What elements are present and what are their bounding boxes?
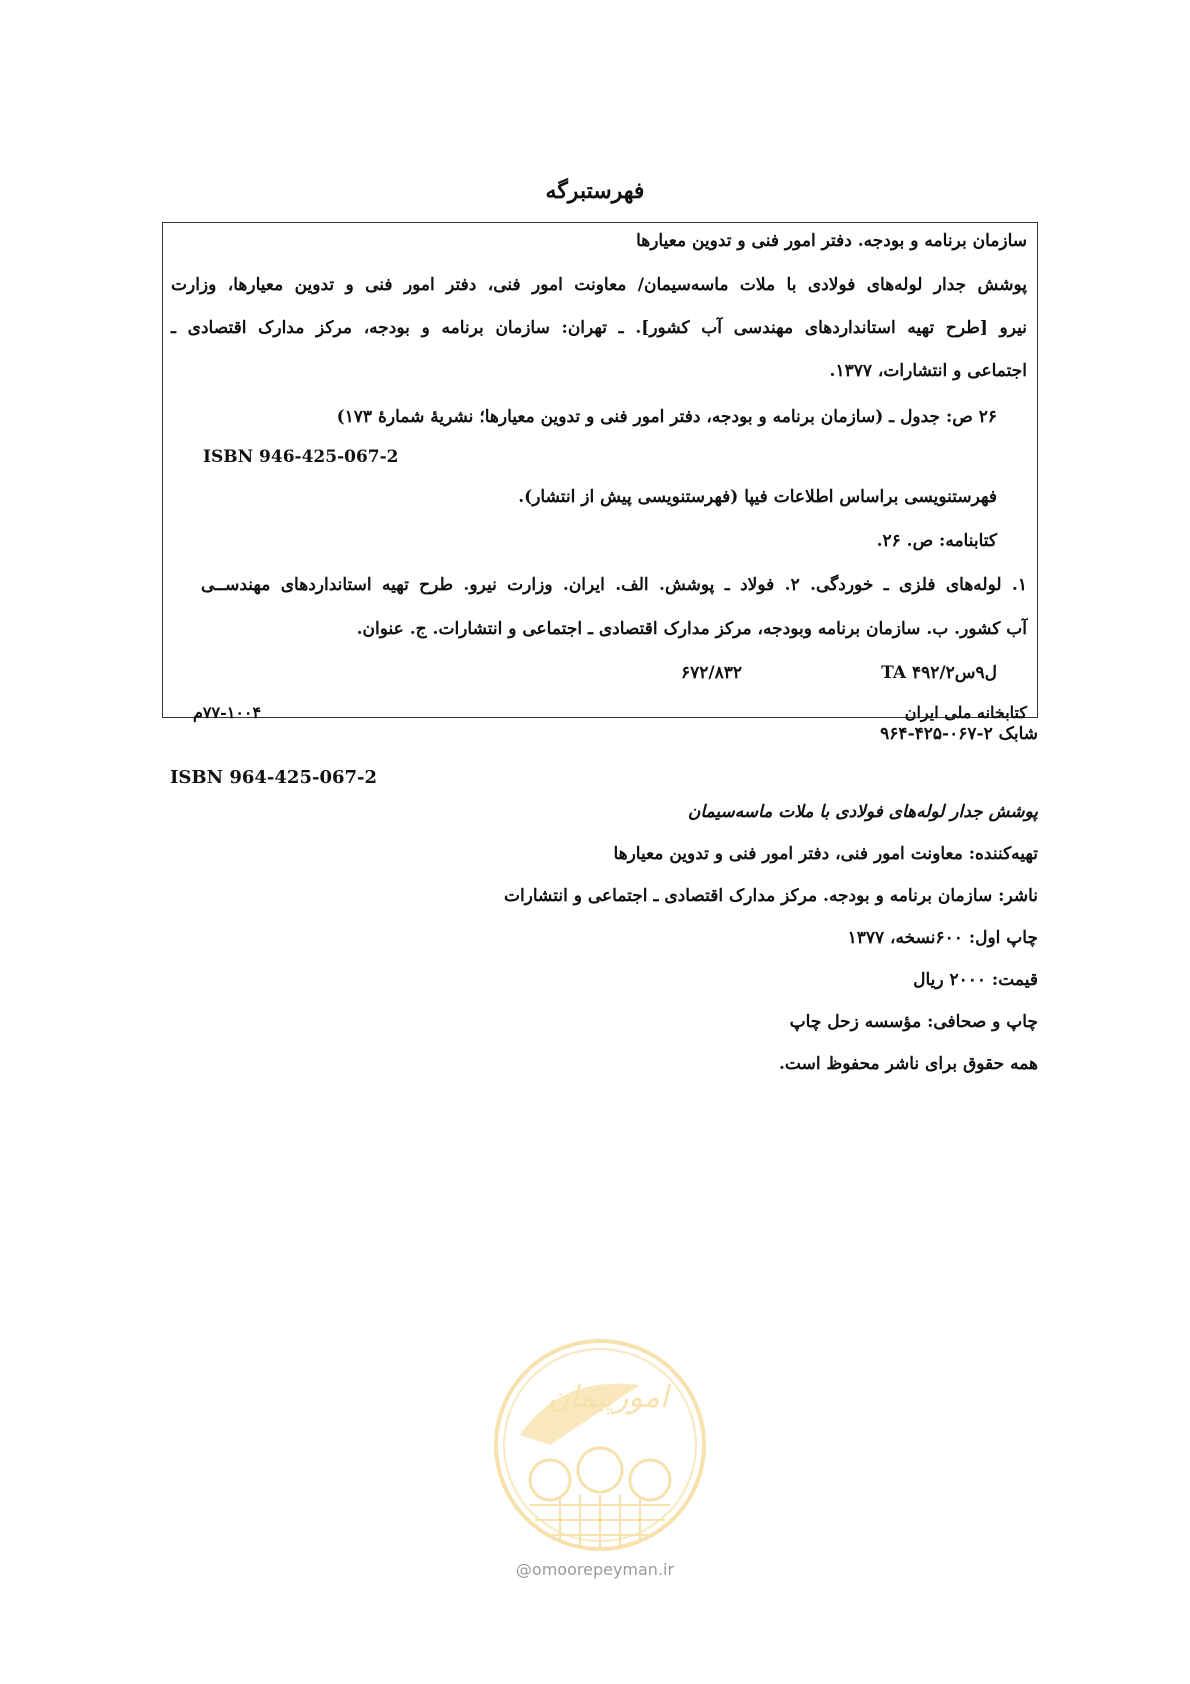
- cip-subjects-line: ۱. لوله‌های فلزی ـ خوردگی. ۲. فولاد ـ پوشش. الف. ایران. وزارت نیرو. طرح تهیه استانداردهای مهندســی: [201, 575, 1027, 595]
- book-title: پوشش جدار لوله‌های فولادی با ملات ماسه‌سیمان: [687, 802, 1038, 822]
- cip-subjects-end-line: آب کشور. ب. سازمان برنامه وبودجه، مرکز مدارک اقتصادی ـ اجتماعی و انتشارات. ج. عنوان.: [356, 619, 1027, 639]
- page-title: فهرستبرگه: [545, 178, 645, 204]
- cip-bibliography-line: کتابنامه: ص. ۲۶.: [876, 531, 997, 551]
- cip-title-line: پوشش جدار لوله‌های فولادی با ملات ماسه‌سیمان/ معاونت امور فنی، دفتر امور فنی و تدوین معیارها، وزارت: [171, 275, 1027, 295]
- shabak-line: شابک ۲-۰۶۷-۴۲۵-۹۶۴: [880, 724, 1038, 744]
- cip-library: کتابخانه ملی ایران: [904, 703, 1027, 722]
- watermark-logo-icon: [490, 1335, 710, 1555]
- edition-line: چاپ اول: ۶۰۰نسخه، ۱۳۷۷: [847, 928, 1038, 948]
- publisher-line: ناشر: سازمان برنامه و بودجه. مرکز مدارک اقتصادی ـ اجتماعی و انتشارات: [503, 886, 1038, 906]
- cip-isbn: ISBN 946-425-067-2: [203, 447, 399, 467]
- printing-line: چاپ و صحافی: مؤسسه زحل چاپ: [789, 1012, 1038, 1032]
- cip-imprint-line: نیرو [طرح تهیه استانداردهای مهندسی آب کشور]. ـ تهران: سازمان برنامه و بودجه، مرکز مدارک اقتصادی ـ: [171, 318, 1027, 338]
- cip-author-line: سازمان برنامه و بودجه. دفتر امور فنی و تدوین معیارها: [636, 231, 1027, 251]
- cip-imprint-end-line: اجتماعی و انتشارات، ۱۳۷۷.: [829, 361, 1027, 381]
- cip-library-code: ۷۷-۱۰۰۴م: [193, 703, 262, 722]
- isbn-main: ISBN 964-425-067-2: [170, 767, 378, 788]
- cip-lc-class: TA ۴۹۲/ل۹س۲: [881, 663, 997, 683]
- price-line: قیمت: ۲۰۰۰ ریال: [913, 970, 1038, 990]
- rights-line: همه حقوق برای ناشر محفوظ است.: [778, 1054, 1038, 1074]
- cip-dewey-class: ۶۷۲/۸۳۲: [681, 663, 742, 683]
- svg-text:امورپیمان: امورپیمان: [547, 1380, 669, 1415]
- cataloging-box: [162, 222, 1038, 722]
- cip-collation-line: ۲۶ ص: جدول ـ (سازمان برنامه و بودجه، دفتر امور فنی و تدوین معیارها؛ نشریهٔ شمارهٔ ۱۷۳): [336, 407, 997, 427]
- preparer-line: تهیه‌کننده: معاونت امور فنی، دفتر امور فنی و تدوین معیارها: [613, 844, 1038, 864]
- site-icon: @: [515, 1560, 532, 1579]
- watermark-site: @omoorepeyman.ir: [515, 1560, 675, 1579]
- cip-note-line: فهرستنویسی براساس اطلاعات فیپا (فهرستنویسی پیش از انتشار).: [518, 487, 997, 507]
